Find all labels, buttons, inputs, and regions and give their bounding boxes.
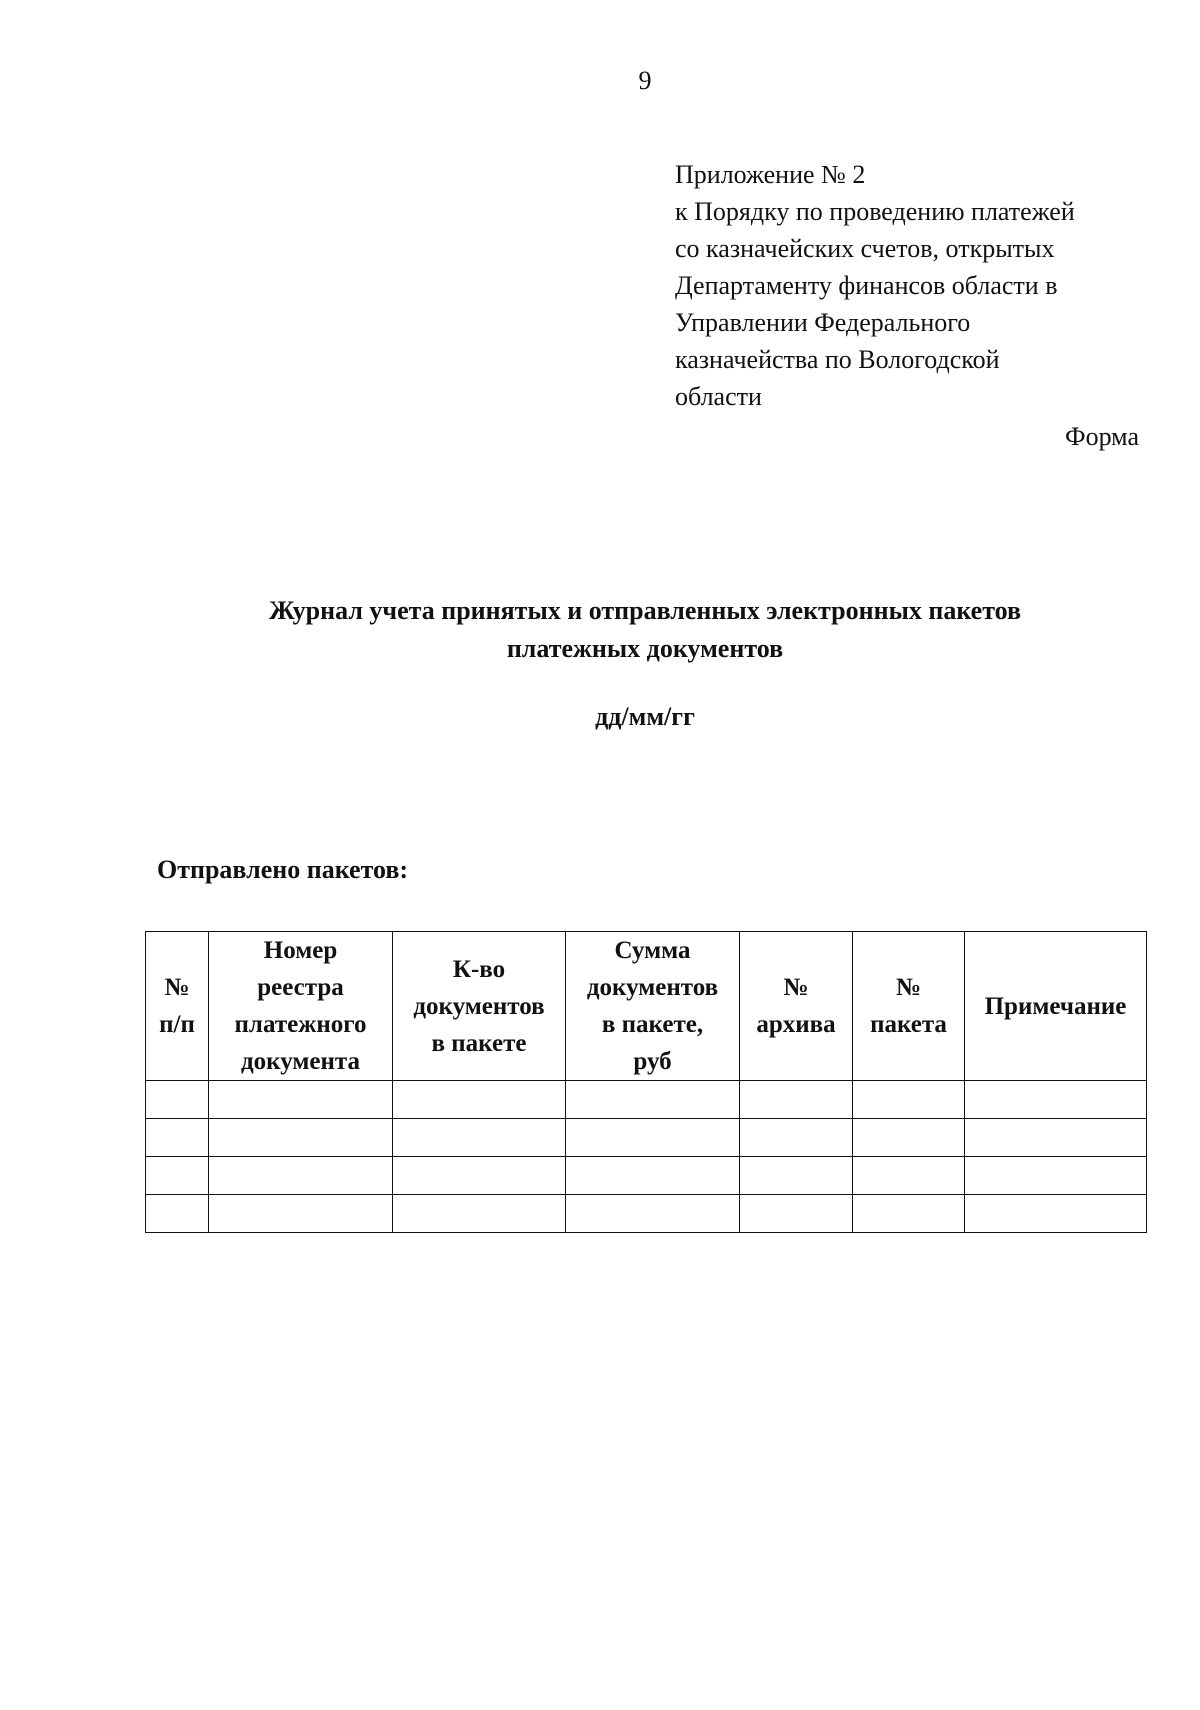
header-packet-number bbox=[853, 932, 965, 1081]
table-cell bbox=[566, 1081, 740, 1119]
appendix-block bbox=[675, 156, 1135, 415]
header-line: № bbox=[783, 974, 809, 1001]
table-cell bbox=[853, 1081, 965, 1119]
header-line: № bbox=[895, 974, 922, 1001]
table-row bbox=[146, 1119, 1147, 1157]
table-cell bbox=[146, 1195, 209, 1233]
table-cell bbox=[209, 1157, 393, 1195]
header-document-count bbox=[393, 932, 566, 1081]
header-archive-number bbox=[740, 932, 853, 1081]
journal-table bbox=[145, 931, 1147, 1233]
header-line: п/п bbox=[159, 1011, 195, 1038]
table-cell bbox=[965, 1081, 1147, 1119]
table-cell bbox=[209, 1195, 393, 1233]
header-line: в пакете bbox=[431, 1029, 527, 1057]
document-title bbox=[100, 592, 1190, 668]
header-index bbox=[146, 932, 209, 1081]
table-cell bbox=[853, 1119, 965, 1157]
header-document-sum bbox=[566, 932, 740, 1081]
appendix-line: со казначейских счетов, открытых bbox=[675, 234, 1055, 263]
header-line: пакета bbox=[870, 1011, 947, 1038]
table-cell bbox=[209, 1081, 393, 1119]
header-line: Сумма bbox=[614, 937, 691, 964]
table-row bbox=[146, 1157, 1147, 1195]
header-line: архива bbox=[756, 1011, 836, 1038]
appendix-line: к Порядку по проведению платежей bbox=[675, 197, 1075, 226]
table-cell bbox=[146, 1081, 209, 1119]
table-cell bbox=[965, 1157, 1147, 1195]
table-cell bbox=[393, 1119, 566, 1157]
table-cell bbox=[393, 1195, 566, 1233]
header-line: документов bbox=[586, 974, 719, 1001]
header-line: реестра bbox=[257, 974, 344, 1001]
table-cell bbox=[853, 1157, 965, 1195]
table-cell bbox=[566, 1119, 740, 1157]
header-line: документа bbox=[241, 1048, 360, 1075]
date-mask: дд/мм/гг bbox=[595, 702, 695, 731]
appendix-line: Управлении Федерального bbox=[675, 308, 971, 337]
header-line: руб bbox=[633, 1048, 672, 1075]
header-line: Примечание bbox=[984, 992, 1127, 1020]
title-line: платежных документов bbox=[506, 634, 784, 663]
table-row bbox=[146, 1081, 1147, 1119]
header-note bbox=[965, 932, 1147, 1081]
header-line: К-во bbox=[452, 955, 506, 983]
header-line: документов bbox=[413, 992, 545, 1020]
table-cell bbox=[209, 1119, 393, 1157]
header-line: № bbox=[164, 974, 190, 1001]
appendix-line: казначейства по Вологодской bbox=[675, 345, 1000, 374]
table-cell bbox=[740, 1195, 853, 1233]
title-line: Журнал учета принятых и отправленных электронных пакетов bbox=[268, 596, 1022, 625]
table-cell bbox=[393, 1081, 566, 1119]
table-cell bbox=[740, 1119, 853, 1157]
table-cell bbox=[965, 1195, 1147, 1233]
table-cell bbox=[740, 1081, 853, 1119]
table-cell bbox=[566, 1157, 740, 1195]
sent-packets-label: Отправлено пакетов: bbox=[157, 855, 409, 884]
table-cell bbox=[566, 1195, 740, 1233]
table-cell bbox=[853, 1195, 965, 1233]
table-cell bbox=[740, 1157, 853, 1195]
table-cell bbox=[146, 1119, 209, 1157]
header-line: платежного bbox=[234, 1011, 367, 1038]
header-registry-number bbox=[209, 932, 393, 1081]
table-row bbox=[146, 1195, 1147, 1233]
page-number: 9 bbox=[638, 66, 652, 95]
form-label: Форма bbox=[1065, 422, 1139, 451]
appendix-line: Приложение № 2 bbox=[675, 160, 866, 189]
table-cell bbox=[965, 1119, 1147, 1157]
table-cell bbox=[393, 1157, 566, 1195]
header-line: Номер bbox=[263, 937, 338, 964]
appendix-line: области bbox=[675, 382, 762, 411]
header-row bbox=[146, 932, 1147, 1081]
table-cell bbox=[146, 1157, 209, 1195]
header-line: в пакете, bbox=[601, 1011, 704, 1038]
appendix-line: Департаменту финансов области в bbox=[675, 271, 1058, 300]
